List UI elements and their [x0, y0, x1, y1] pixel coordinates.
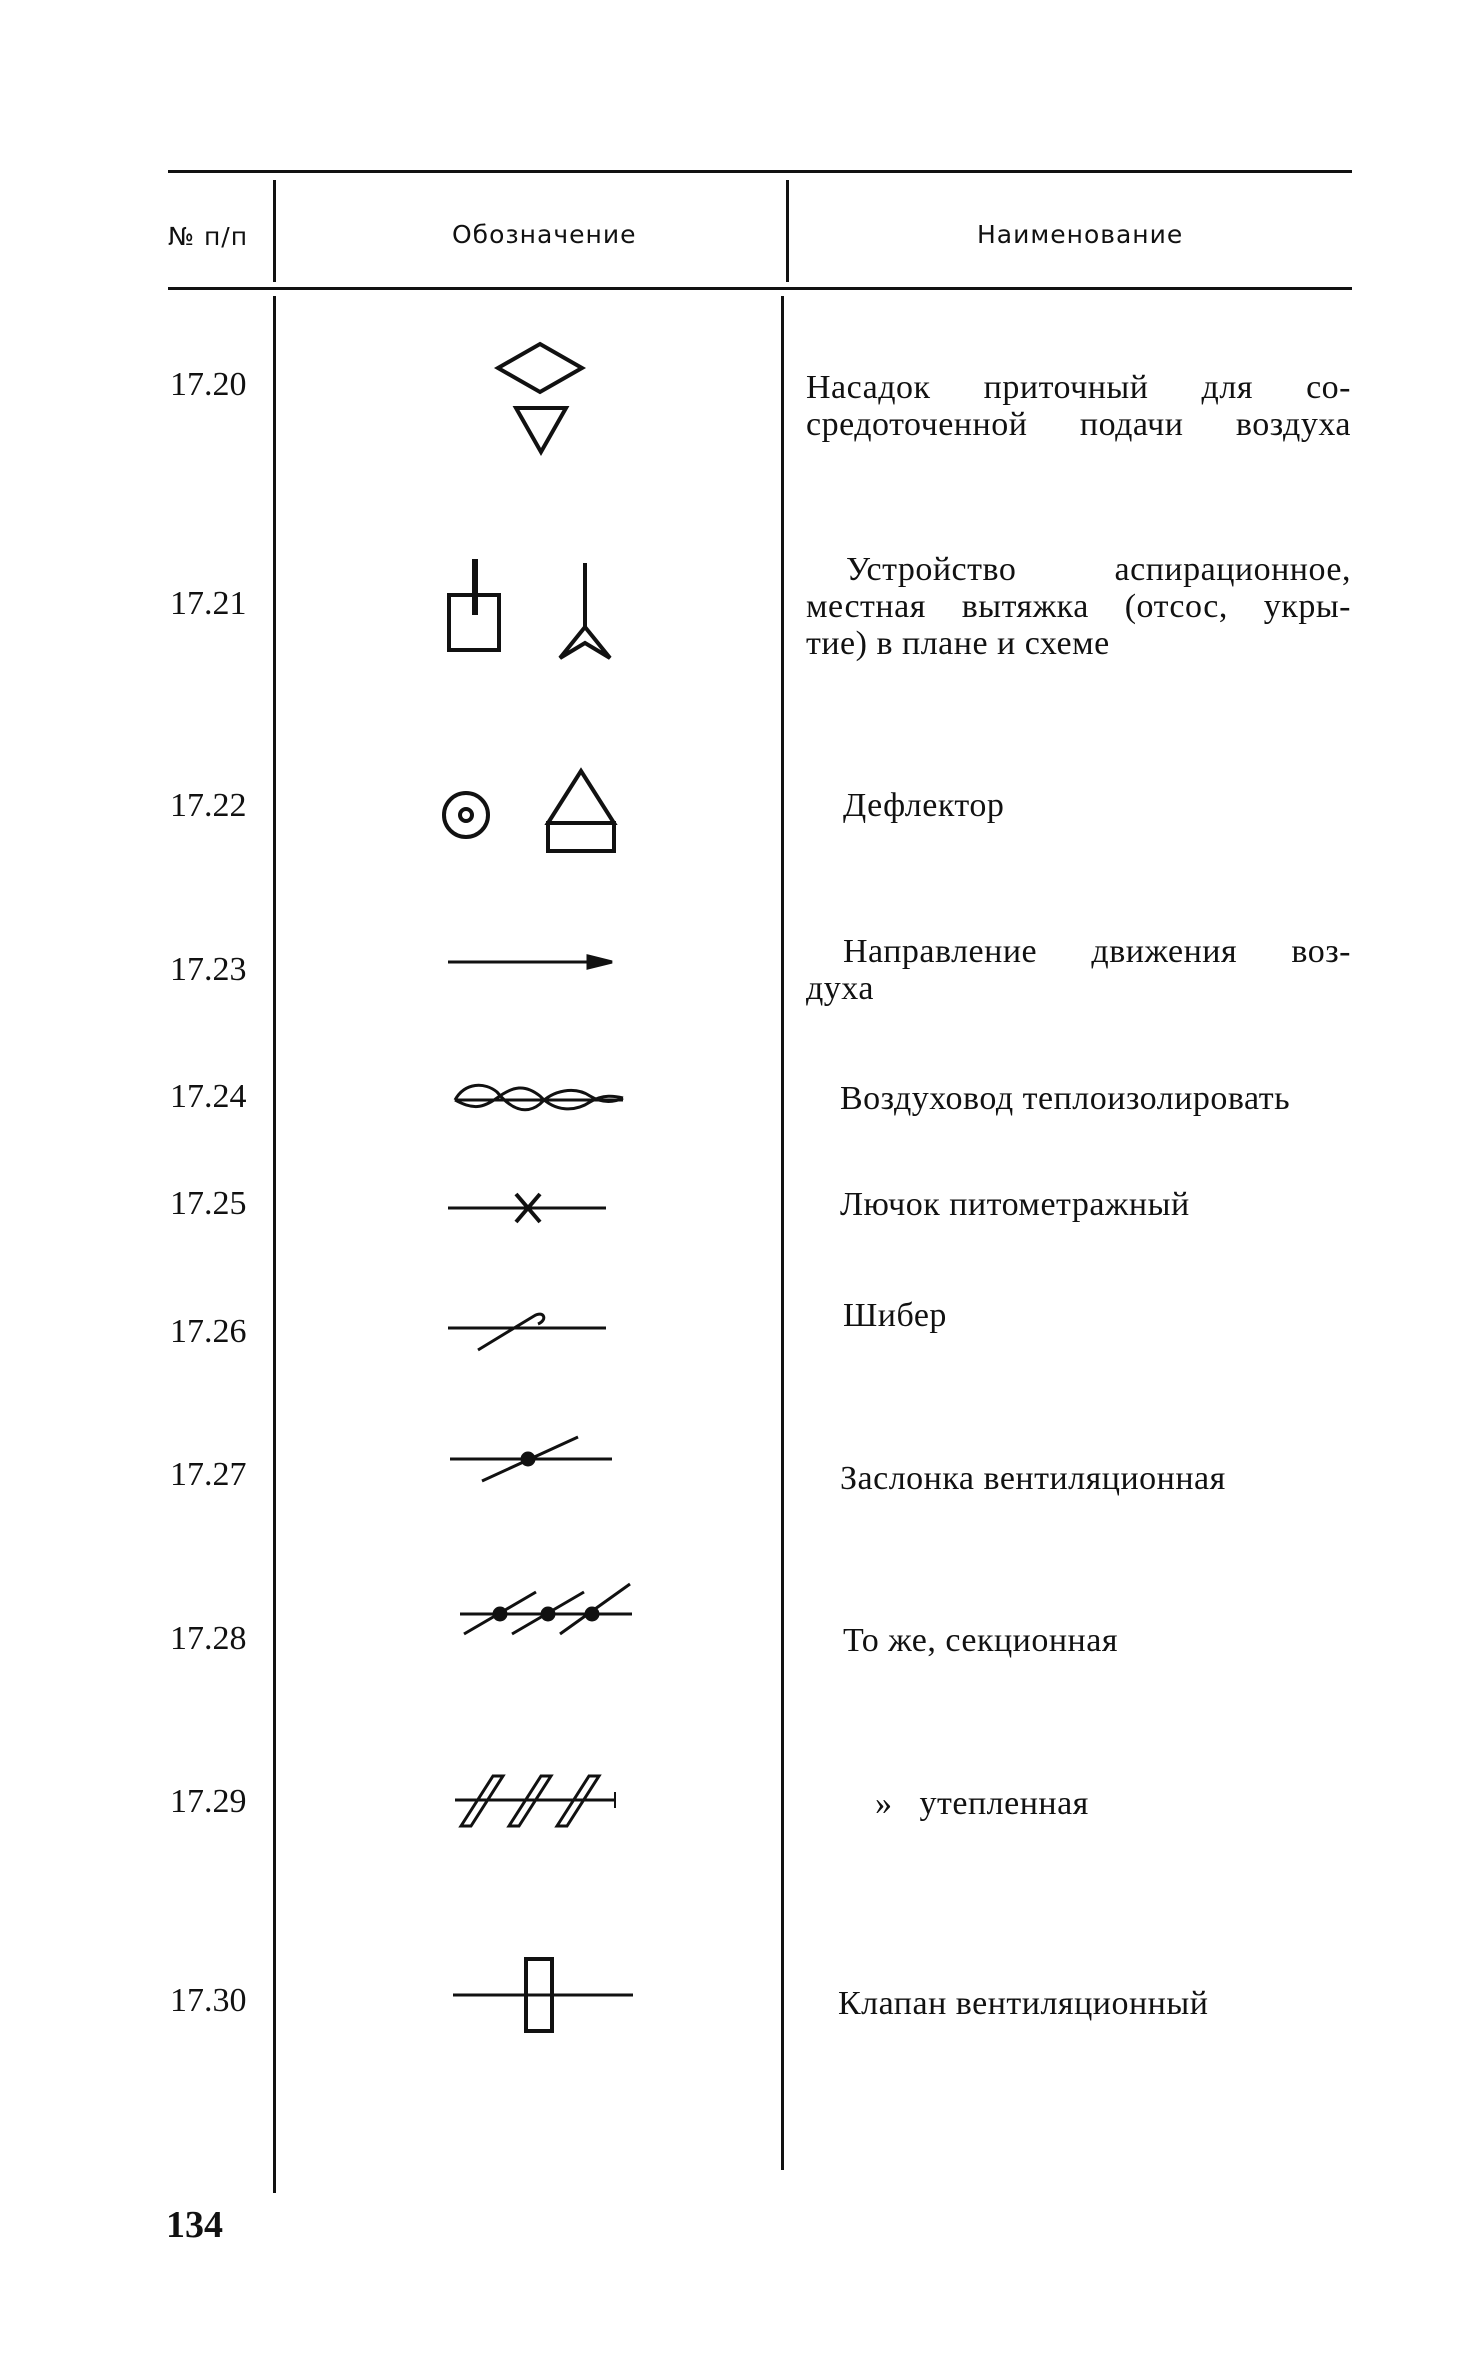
- column-divider-left-header: [273, 180, 276, 282]
- row-number: 17.30: [170, 1982, 247, 2019]
- row-name: Шибер: [843, 1297, 947, 1334]
- gate-damper-icon: [448, 1300, 608, 1355]
- row-number: 17.29: [170, 1783, 247, 1820]
- header-col-symbol: Обозначение: [452, 220, 637, 249]
- row-number: 17.25: [170, 1185, 247, 1222]
- row-name: Устройство аспирационное, местная вытяжка (отсос, укры- тие) в плане и схеме: [806, 551, 1351, 662]
- deflector-icon: [438, 765, 628, 855]
- column-divider-right-header: [786, 180, 789, 282]
- row-name: Направление движения воз- духа: [806, 933, 1351, 1007]
- header-bottom-rule: [168, 287, 1352, 290]
- row-number: 17.28: [170, 1620, 247, 1657]
- column-divider-left: [273, 296, 276, 2193]
- row-name: Дефлектор: [843, 787, 1005, 824]
- row-name: Клапан вентиляционный: [838, 1985, 1209, 2022]
- header-col-name: Наименование: [977, 220, 1184, 249]
- supply-nozzle-icon: [490, 340, 590, 455]
- insulated-duct-icon: [455, 1080, 625, 1120]
- row-number: 17.24: [170, 1078, 247, 1115]
- row-name: То же, секционная: [843, 1622, 1118, 1659]
- row-number: 17.23: [170, 951, 247, 988]
- row-name: Заслонка вентиляционная: [840, 1460, 1226, 1497]
- pitot-hatch-icon: [448, 1188, 608, 1228]
- row-number: 17.26: [170, 1313, 247, 1350]
- row-name: Насадок приточный для со- средоточенной подачи воздуха: [806, 369, 1351, 443]
- row-name: » утепленная: [875, 1785, 1089, 1822]
- page-number: 134: [166, 2204, 223, 2246]
- row-name: Воздуховод теплоизолировать: [840, 1080, 1291, 1117]
- row-name: Лючок питометражный: [840, 1186, 1190, 1223]
- sectional-damper-icon: [460, 1580, 635, 1640]
- damper-icon: [450, 1433, 615, 1488]
- header-col-num: № п/п: [168, 222, 249, 251]
- column-divider-right: [781, 296, 784, 2170]
- row-number: 17.21: [170, 585, 247, 622]
- aspiration-device-icon: [443, 555, 623, 670]
- row-number: 17.22: [170, 787, 247, 824]
- air-direction-arrow-icon: [448, 950, 618, 974]
- insulated-damper-icon: [455, 1770, 625, 1830]
- table-top-rule: [168, 170, 1352, 173]
- ventilation-valve-icon: [453, 1955, 638, 2035]
- row-number: 17.27: [170, 1456, 247, 1493]
- row-number: 17.20: [170, 366, 247, 403]
